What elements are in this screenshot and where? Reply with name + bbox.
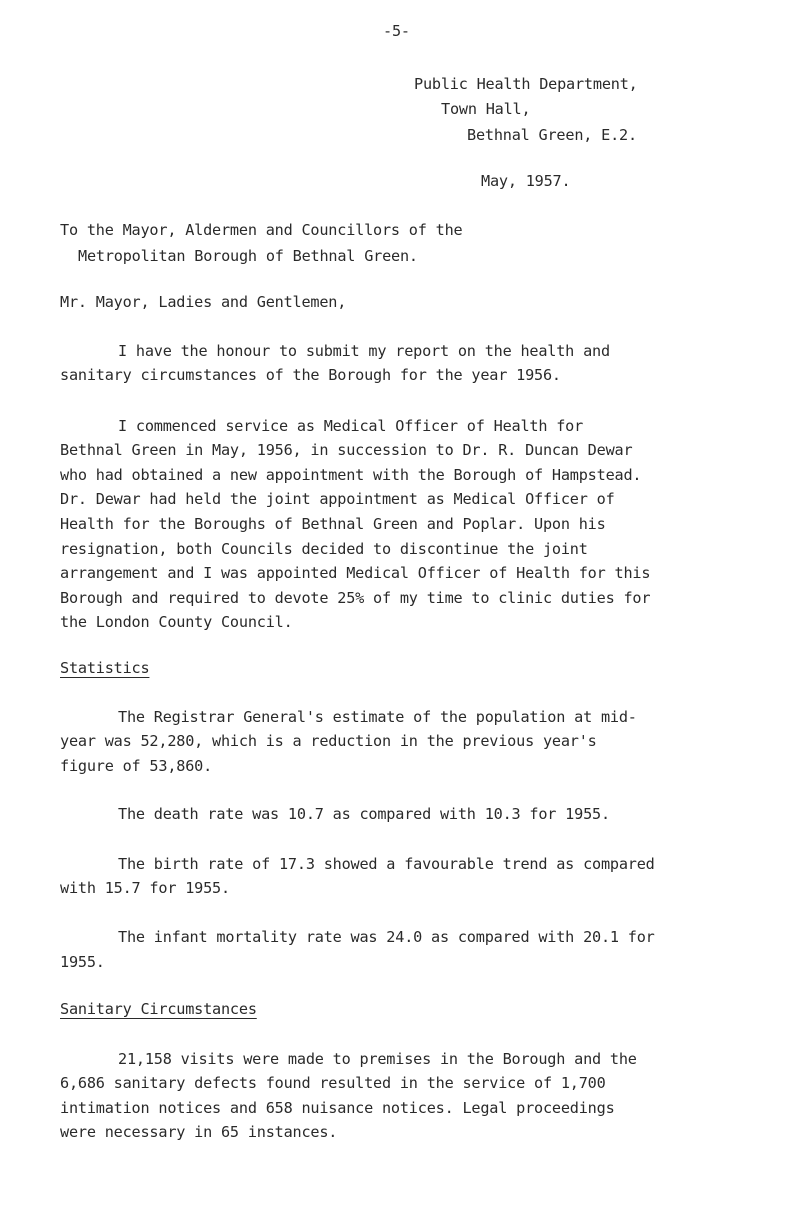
sanitary-line-4: were necessary in 65 instances. bbox=[60, 1123, 338, 1141]
service-line-1: I commenced service as Medical Officer of Health for bbox=[118, 417, 584, 435]
infant-mortality-line-1: The infant mortality rate was 24.0 as compared with 20.1 for bbox=[118, 928, 655, 946]
intro-line-1: I have the honour to submit my report on the health and bbox=[118, 342, 610, 360]
address-line-3: Bethnal Green, E.2. bbox=[467, 126, 637, 144]
statistics-heading: Statistics bbox=[60, 659, 150, 677]
service-line-6: resignation, both Councils decided to discontinue the joint bbox=[60, 540, 588, 558]
address-line-2: Town Hall, bbox=[441, 100, 531, 118]
sanitary-heading: Sanitary Circumstances bbox=[60, 1000, 257, 1018]
population-line-1: The Registrar General's estimate of the population at mid- bbox=[118, 708, 637, 726]
service-line-2: Bethnal Green in May, 1956, in succession to Dr. R. Duncan Dewar bbox=[60, 441, 633, 459]
death-rate-line: The death rate was 10.7 as compared with 10.3 for 1955. bbox=[118, 805, 610, 823]
sanitary-line-1: 21,158 visits were made to premises in the Borough and the bbox=[118, 1050, 637, 1068]
service-line-3: who had obtained a new appointment with the Borough of Hampstead. bbox=[60, 466, 642, 484]
birth-rate-line-2: with 15.7 for 1955. bbox=[60, 879, 230, 897]
service-line-4: Dr. Dewar had held the joint appointment as Medical Officer of bbox=[60, 490, 615, 508]
service-line-9: the London County Council. bbox=[60, 613, 293, 631]
address-line-1: Public Health Department, bbox=[414, 75, 638, 93]
birth-rate-line-1: The birth rate of 17.3 showed a favourable trend as compared bbox=[118, 855, 655, 873]
service-line-8: Borough and required to devote 25% of my time to clinic duties for bbox=[60, 589, 651, 607]
infant-mortality-line-2: 1955. bbox=[60, 953, 105, 971]
page-number: -5- bbox=[383, 22, 410, 40]
addressee-line-1: To the Mayor, Aldermen and Councillors of the bbox=[60, 221, 463, 239]
letter-date: May, 1957. bbox=[481, 172, 571, 190]
salutation: Mr. Mayor, Ladies and Gentlemen, bbox=[60, 293, 347, 311]
population-line-3: figure of 53,860. bbox=[60, 757, 213, 775]
intro-line-2: sanitary circumstances of the Borough for the year 1956. bbox=[60, 366, 561, 384]
sanitary-line-3: intimation notices and 658 nuisance notices. Legal proceedings bbox=[60, 1099, 615, 1117]
addressee-line-2: Metropolitan Borough of Bethnal Green. bbox=[78, 247, 418, 265]
service-line-7: arrangement and I was appointed Medical Officer of Health for this bbox=[60, 564, 651, 582]
population-line-2: year was 52,280, which is a reduction in the previous year's bbox=[60, 732, 597, 750]
service-line-5: Health for the Boroughs of Bethnal Green and Poplar. Upon his bbox=[60, 515, 606, 533]
sanitary-line-2: 6,686 sanitary defects found resulted in the service of 1,700 bbox=[60, 1074, 606, 1092]
